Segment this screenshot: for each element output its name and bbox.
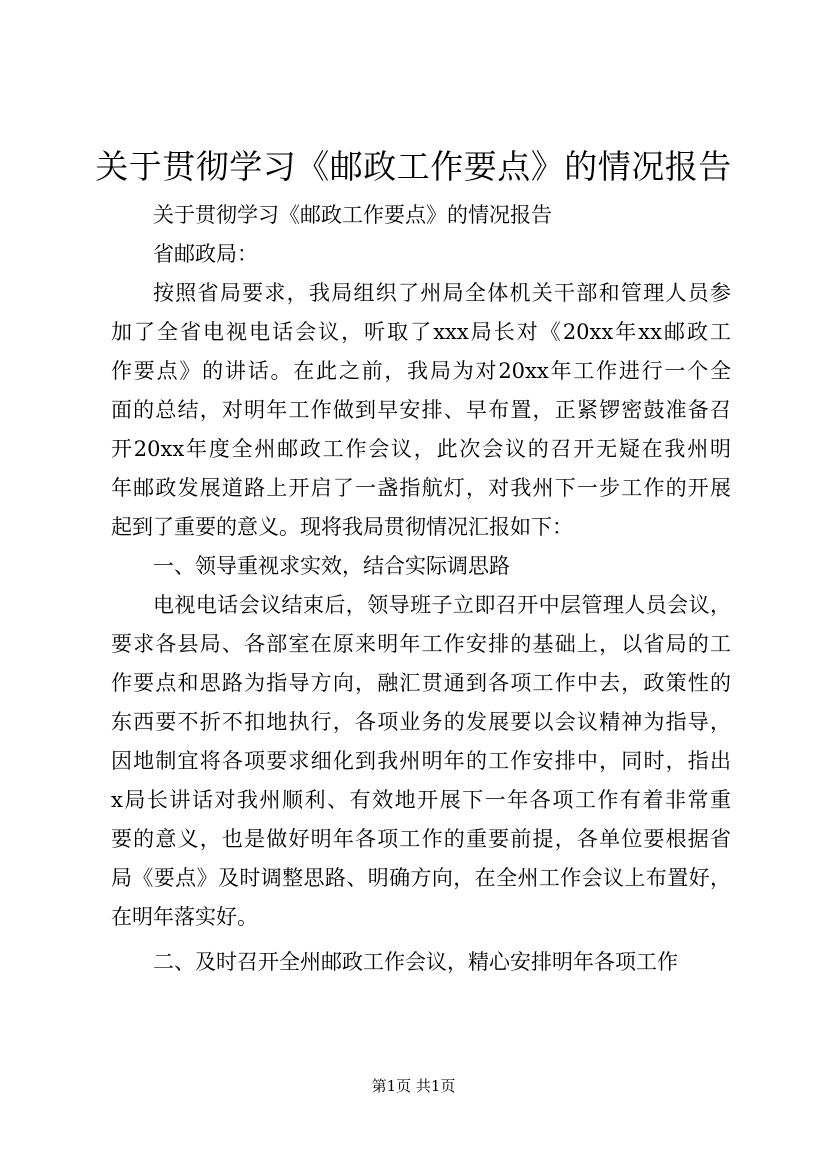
section-heading-1: 一、领导重视求实效，结合实际调思路 xyxy=(153,554,510,578)
paragraph-2-line-6: x局长讲话对我州顺利、有效地开展下一年各项工作有着非常重 xyxy=(111,788,731,812)
page-footer: 第1页 共1页 xyxy=(371,1077,456,1095)
document-title: 关于贯彻学习《邮政工作要点》的情况报告 xyxy=(95,147,732,186)
paragraph-1-line-6: 年邮政发展道路上开启了一盏指航灯，对我州下一步工作的开展 xyxy=(111,476,731,500)
paragraph-2-line-7: 要的意义，也是做好明年各项工作的重要前提，各单位要根据省 xyxy=(111,827,731,851)
paragraph-2-line-4: 东西要不折不扣地执行，各项业务的发展要以会议精神为指导， xyxy=(111,710,731,734)
subtitle-line: 关于贯彻学习《邮政工作要点》的情况报告 xyxy=(153,203,552,227)
paragraph-1-line-3: 作要点》的讲话。在此之前，我局为对20xx年工作进行一个全 xyxy=(111,359,731,383)
salutation-line: 省邮政局： xyxy=(153,242,258,266)
paragraph-1-line-4: 面的总结，对明年工作做到早安排、早布置，正紧锣密鼓准备召 xyxy=(111,398,731,422)
paragraph-2-line-8: 局《要点》及时调整思路、明确方向，在全州工作会议上布置好， xyxy=(111,866,731,890)
paragraph-1-line-1: 按照省局要求，我局组织了州局全体机关干部和管理人员参 xyxy=(153,281,731,305)
paragraph-2-line-1: 电视电话会议结束后，领导班子立即召开中层管理人员会议， xyxy=(153,593,731,617)
paragraph-1-line-7: 起到了重要的意义。现将我局贯彻情况汇报如下： xyxy=(111,515,573,539)
paragraph-1-line-2: 加了全省电视电话会议，听取了xxx局长对《20xx年xx邮政工 xyxy=(111,320,731,344)
paragraph-2-line-5: 因地制宜将各项要求细化到我州明年的工作安排中，同时，指出 xyxy=(111,749,731,773)
paragraph-2-line-2: 要求各县局、各部室在原来明年工作安排的基础上，以省局的工 xyxy=(111,632,731,656)
paragraph-2-line-3: 作要点和思路为指导方向，融汇贯通到各项工作中去，政策性的 xyxy=(111,671,731,695)
document-body xyxy=(111,196,731,982)
section-heading-2: 二、及时召开全州邮政工作会议，精心安排明年各项工作 xyxy=(153,950,678,974)
paragraph-2-line-9: 在明年落实好。 xyxy=(111,905,258,929)
paragraph-1-line-5: 开20xx年度全州邮政工作会议，此次会议的召开无疑在我州明 xyxy=(111,437,731,461)
